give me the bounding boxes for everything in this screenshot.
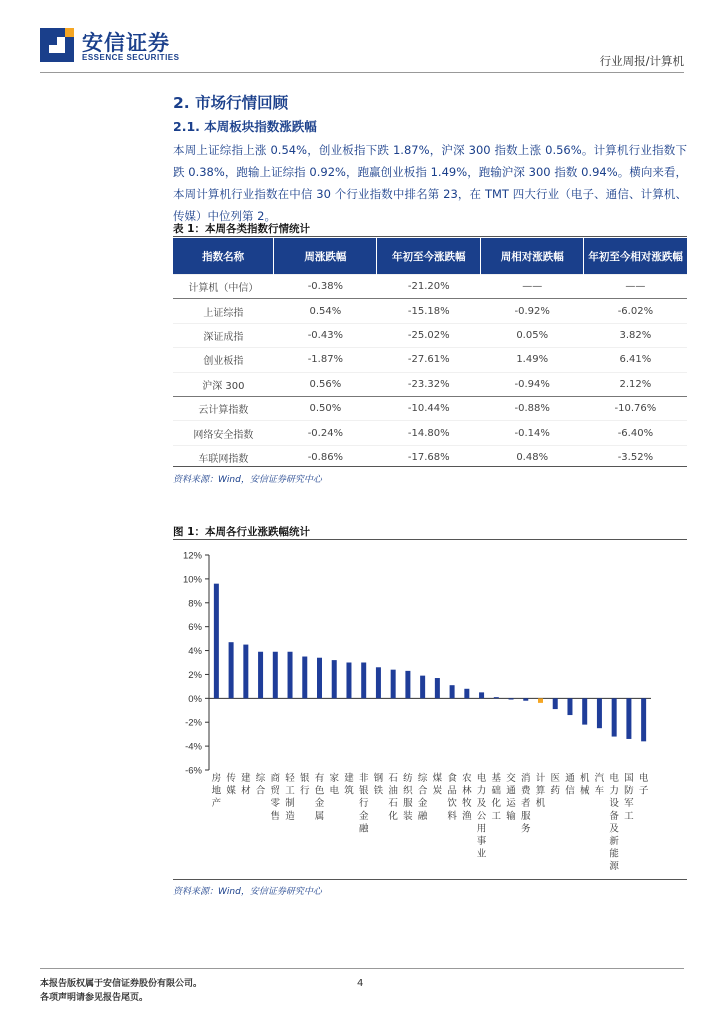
bar: [567, 698, 572, 715]
table-cell: -0.24%: [274, 421, 377, 445]
table-row: [173, 348, 687, 372]
bar: [435, 678, 440, 698]
category-label: 家电: [329, 773, 339, 797]
bar: [317, 658, 322, 699]
table-cell: -1.87%: [274, 348, 377, 372]
y-tick-label: -2%: [185, 717, 202, 729]
category-label: 消费者服务: [521, 773, 531, 835]
table-cell: 深证成指: [173, 323, 274, 347]
y-tick-label: 4%: [188, 646, 202, 658]
bar: [523, 698, 528, 700]
bar: [612, 698, 617, 736]
section-subtitle: 2.1. 本周板块指数涨跌幅: [173, 119, 317, 134]
bar: [229, 642, 234, 698]
category-label: 建筑: [344, 773, 354, 797]
bar: [626, 698, 631, 739]
category-label: 电力设备及新能源: [609, 773, 619, 873]
category-label: 纺织服装: [403, 773, 413, 822]
table-cell: 2.12%: [584, 372, 687, 396]
table-cell: 网络安全指数: [173, 421, 274, 445]
table-cell: ——: [584, 275, 687, 299]
table-cell: -21.20%: [377, 275, 481, 299]
category-label: 有色金属: [314, 773, 325, 822]
bar: [243, 645, 248, 699]
table-source: 资料来源：Wind，安信证券研究中心: [173, 475, 322, 485]
category-label: 通信: [565, 773, 575, 797]
bar: [538, 698, 543, 703]
bar: [376, 667, 381, 698]
table-row: [173, 421, 687, 445]
table-cell: 计算机（中信）: [173, 275, 274, 299]
table-row: [173, 396, 687, 420]
bar: [361, 663, 366, 699]
figure-caption-divider: [173, 539, 687, 540]
table-header-row: [173, 238, 687, 275]
category-label: 农林牧渔: [462, 773, 472, 822]
bar: [450, 685, 455, 698]
bar: [214, 584, 219, 699]
category-label: 建材: [241, 773, 251, 797]
y-tick-label: 2%: [188, 669, 202, 681]
table-header-cell: 周相对涨跌幅: [481, 238, 584, 275]
table-cell: -0.94%: [481, 372, 584, 396]
table-cell: -15.18%: [377, 299, 481, 323]
table-cell: 3.82%: [584, 323, 687, 347]
category-label: 交通运输: [506, 773, 516, 822]
category-label: 食品饮料: [447, 773, 457, 822]
bar: [332, 660, 337, 698]
category-label: 汽车: [594, 773, 605, 797]
table-row: [173, 299, 687, 323]
bar-chart-svg: [173, 543, 687, 880]
y-tick-label: 8%: [188, 598, 202, 610]
table-cell: 6.41%: [584, 348, 687, 372]
table-cell: -27.61%: [377, 348, 481, 372]
bar: [553, 698, 558, 709]
table-cell: -0.88%: [481, 396, 584, 420]
table-bottom-divider: [173, 466, 687, 467]
bar: [509, 698, 514, 699]
category-label: 石油石化: [388, 773, 398, 822]
y-tick-label: 6%: [188, 622, 202, 634]
table-cell: 沪深 300: [173, 372, 274, 396]
table-cell: -0.14%: [481, 421, 584, 445]
bar: [582, 698, 587, 724]
logo-text-cn: 安信证券: [82, 31, 170, 55]
table-cell: 0.56%: [274, 372, 377, 396]
bar: [288, 652, 293, 699]
category-label: 银行: [300, 773, 310, 797]
category-label: 房地产: [211, 773, 222, 810]
bar: [641, 698, 646, 741]
header-divider: [40, 72, 684, 73]
logo-text-en: ESSENCE SECURITIES: [82, 53, 180, 62]
table-header-cell: 年初至今涨跌幅: [377, 238, 481, 275]
table-cell: -17.68%: [377, 445, 481, 469]
company-logo: [40, 26, 200, 66]
bar: [391, 670, 396, 699]
bar: [273, 652, 278, 699]
table-cell: -25.02%: [377, 323, 481, 347]
table-header-cell: 年初至今相对涨跌幅: [584, 238, 687, 275]
figure-caption: 图 1：本周各行业涨跌幅统计: [173, 526, 310, 538]
category-label: 医药: [550, 773, 560, 797]
table-cell: 0.54%: [274, 299, 377, 323]
category-label: 非银行金融: [358, 773, 369, 835]
category-label: 煤炭: [432, 773, 443, 797]
bar: [258, 652, 263, 699]
category-label: 轻工制造: [285, 773, 295, 822]
table-cell: 云计算指数: [173, 396, 274, 420]
category-label: 综合金融: [417, 773, 428, 822]
footer-divider: [40, 968, 684, 969]
bar: [479, 692, 484, 698]
table-cell: 上证综指: [173, 299, 274, 323]
bar: [302, 657, 307, 699]
category-label: 机械: [579, 773, 590, 797]
category-label: 传媒: [226, 773, 236, 797]
table-cell: -0.43%: [274, 323, 377, 347]
table-cell: -10.76%: [584, 396, 687, 420]
category-label: 基础化工: [491, 773, 502, 822]
y-tick-label: -6%: [185, 765, 202, 777]
table-row: [173, 323, 687, 347]
table-row: [173, 372, 687, 396]
table-cell: 0.05%: [481, 323, 584, 347]
table-cell: -0.92%: [481, 299, 584, 323]
bar: [597, 698, 602, 728]
footer-copyright: 本报告版权属于安信证券股份有限公司。: [40, 979, 203, 989]
table-row: [173, 275, 687, 299]
category-label: 综合: [255, 773, 266, 797]
report-type: 行业周报/计算机: [599, 54, 684, 68]
category-label: 商贸零售: [270, 773, 281, 822]
table-cell: -10.44%: [377, 396, 481, 420]
industry-change-chart: [173, 543, 687, 880]
table-header-cell: 指数名称: [173, 238, 274, 275]
y-tick-label: 0%: [188, 693, 202, 705]
table-cell: 车联网指数: [173, 445, 274, 469]
section-title: 2. 市场行情回顾: [173, 94, 289, 112]
bar: [420, 676, 425, 699]
category-label: 钢铁: [373, 773, 384, 797]
bar: [464, 689, 469, 699]
table-cell: -0.38%: [274, 275, 377, 299]
bar: [494, 697, 499, 698]
table-cell: -14.80%: [377, 421, 481, 445]
figure-bottom-divider: [173, 879, 687, 880]
table-cell: 创业板指: [173, 348, 274, 372]
category-label: 计算机: [535, 773, 546, 810]
table-cell: -6.40%: [584, 421, 687, 445]
bar: [405, 671, 410, 698]
bar: [346, 663, 351, 699]
table-cell: ——: [481, 275, 584, 299]
page-number: 4: [357, 978, 364, 989]
table-cell: 0.50%: [274, 396, 377, 420]
y-tick-label: 10%: [182, 574, 202, 586]
category-label: 电子: [638, 773, 649, 797]
footer-disclaimer: 各项声明请参见报告尾页。: [40, 993, 149, 1003]
table-cell: 0.48%: [481, 445, 584, 469]
table-cell: -3.52%: [584, 445, 687, 469]
table-cell: -23.32%: [377, 372, 481, 396]
table-cell: -6.02%: [584, 299, 687, 323]
category-label: 电力及公用事业: [476, 773, 487, 860]
section-paragraph: 本周上证综指上涨 0.54%，创业板指下跌 1.87%，沪深 300 指数上涨 0.56%。计算机行业指数下跌 0.38%，跑输上证综指 0.92%，跑赢创业板指 1.49%，跑输沪深 300 指数 0.94%。横向来看，本周计算机行业指数在中信 30 个行业指数中排名第 23，在 TMT 四大行业（电子、通信、计算机、传媒）中位列第 2。: [173, 143, 687, 223]
category-label: 国防军工: [624, 773, 634, 822]
table-caption: 表 1：本周各类指数行情统计: [173, 223, 310, 235]
essence-logo-icon: [40, 28, 74, 62]
figure-source: 资料来源：Wind，安信证券研究中心: [173, 887, 322, 897]
table-cell: 1.49%: [481, 348, 584, 372]
table-header-cell: 周涨跌幅: [274, 238, 377, 275]
table-cell: -0.86%: [274, 445, 377, 469]
y-tick-label: -4%: [185, 741, 202, 753]
table-caption-divider: [173, 236, 687, 237]
y-tick-label: 12%: [182, 550, 202, 562]
index-stats-table: [173, 238, 687, 469]
